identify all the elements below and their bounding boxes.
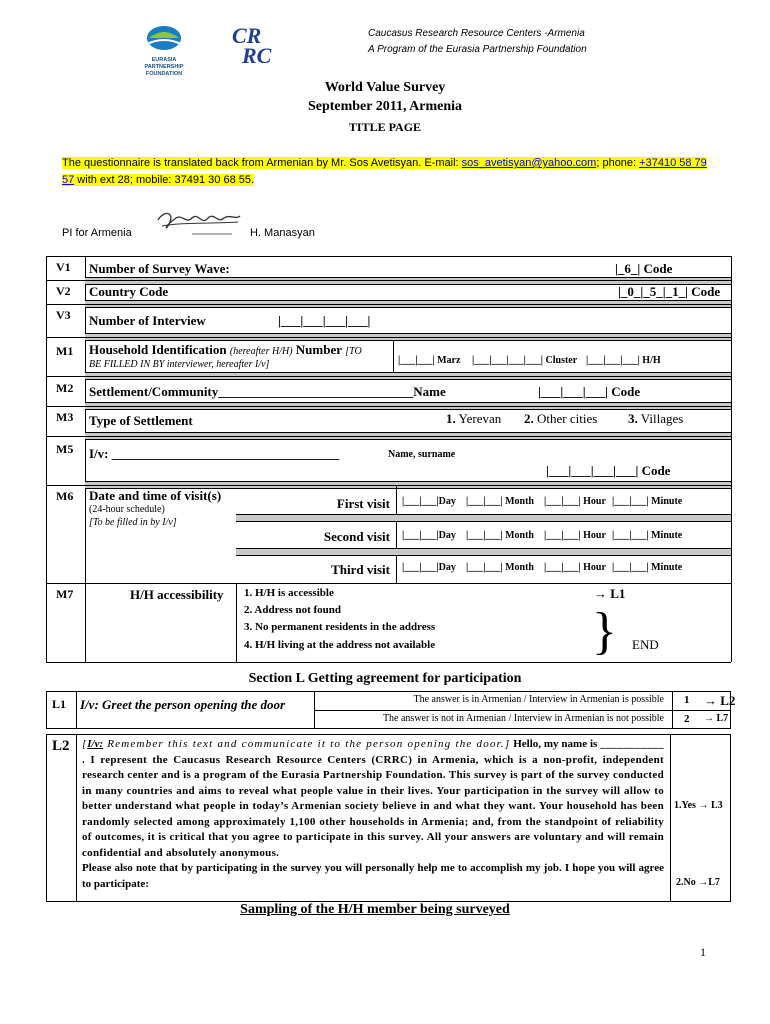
m3-opt1-label: Yerevan — [458, 411, 502, 426]
first-visit-label: First visit — [336, 496, 390, 511]
l1-opt2-goto — [704, 713, 728, 724]
epf-logo — [135, 22, 193, 77]
l1-opt1-goto — [704, 693, 735, 709]
row-divider — [46, 583, 731, 584]
l2-instr-open: [ — [82, 738, 88, 750]
v3-code: V3 — [56, 308, 71, 322]
third-visit-day[interactable]: |___|___|Day — [402, 562, 456, 573]
m3-option-villages[interactable] — [628, 411, 683, 427]
third-visit-label: Third visit — [331, 562, 390, 577]
m1-label-number: Number — [295, 342, 342, 357]
title-line2: September 2011, Armenia — [307, 99, 463, 114]
m1-hh[interactable]: |___|___|___| H/H — [586, 355, 661, 366]
l1-opt1-goto-label: L2 — [720, 693, 736, 708]
first-visit-separator — [236, 514, 731, 522]
note-text2: ; phone: — [596, 157, 640, 169]
l2-text — [82, 737, 664, 892]
m1-label-to: [TO — [345, 346, 362, 357]
m6-code: M6 — [56, 489, 74, 503]
table-code-divider — [85, 256, 86, 662]
l2-no-label: 2.No — [676, 877, 696, 888]
third-visit-minute[interactable]: |___|___| Minute — [612, 562, 683, 573]
row-divider — [46, 304, 731, 305]
l2-divider-answer — [670, 734, 671, 902]
title-line3: TITLE PAGE — [348, 120, 422, 134]
m3-label: Type of Settlement — [89, 413, 193, 428]
arrow-right-icon: → — [704, 693, 717, 708]
l1-opt1-num[interactable]: 1 — [684, 694, 690, 706]
l1-opt2-text: The answer is not in Armenian / Interview in Armenian is not possible — [382, 713, 664, 724]
row-divider — [46, 485, 731, 486]
v2-label: Country Code — [89, 284, 169, 299]
m1-label-line2: BE FILLED IN BY interviewer, hereafter I/v] — [89, 359, 270, 370]
row-divider — [46, 337, 731, 338]
l2-no[interactable] — [676, 877, 720, 888]
m3-opt2-num: 2. — [524, 411, 534, 426]
m7-option-3[interactable]: 3. No permanent residents in the address — [244, 621, 436, 633]
m1-divider — [393, 340, 394, 376]
m3-option-other-cities[interactable] — [524, 411, 597, 427]
m3-opt3-num: 3. — [628, 411, 638, 426]
row-divider — [46, 406, 731, 407]
translation-note — [62, 155, 722, 189]
m5-code: M5 — [56, 442, 74, 456]
second-visit-month[interactable]: |___|___| Month — [466, 530, 534, 541]
table-bottom-border — [46, 662, 731, 663]
note-text3: with ext 28; mobile: 37491 30 68 55. — [74, 174, 255, 186]
epf-logo-text: EURASIA PARTNERSHIP FOUNDATION — [144, 57, 184, 77]
m1-code: M1 — [56, 344, 74, 358]
l2-hello: Hello, my name is — [510, 738, 598, 750]
sampling-title: Sampling of the H/H member being surveyed — [240, 902, 510, 917]
m5-label: I/v: ___________________________________ — [89, 446, 340, 461]
first-visit-day[interactable]: |___|___|Day — [402, 496, 456, 507]
pi-label: PI for Armenia — [62, 227, 132, 239]
l1-opt2-num[interactable]: 2 — [684, 713, 690, 725]
arrow-right-icon: → — [698, 877, 709, 888]
m3-option-yerevan[interactable] — [446, 411, 501, 427]
v2-value[interactable]: |_0_|_5_|_1_| Code — [618, 284, 721, 299]
crrc-logo-line2: RC — [242, 43, 272, 68]
table-right-border — [731, 256, 732, 662]
l1-divider-code — [76, 691, 77, 729]
l2-instr-label: I/v: — [87, 738, 104, 750]
m2-code: M2 — [56, 381, 74, 395]
first-visit-hour[interactable]: |___|___| Hour — [544, 496, 606, 507]
second-visit-hour[interactable]: |___|___| Hour — [544, 530, 606, 541]
first-visit-month[interactable]: |___|___| Month — [466, 496, 534, 507]
title-line1: World Value Survey — [324, 80, 446, 95]
m6-label: Date and time of visit(s) — [89, 488, 222, 503]
l1-code: L1 — [52, 697, 67, 711]
m3-code: M3 — [56, 410, 74, 424]
email-link[interactable]: sos_avetisyan@yahoo.com — [461, 157, 597, 169]
l1-opt1-text: The answer is in Armenian / Interview in Armenian is possible — [413, 694, 664, 705]
m5-name-label: Name, surname — [388, 449, 456, 460]
m1-label — [89, 342, 362, 358]
m1-label-paren: (hereafter H/H) — [229, 346, 293, 357]
l2-body2: Please also note that by participating in the survey you will personally help me to accomplish my job. I hope you will agree to participate: — [82, 862, 664, 890]
l2-yes-goto: L3 — [710, 800, 723, 811]
l2-divider-code — [76, 734, 77, 902]
m3-opt2-label: Other cities — [537, 411, 598, 426]
section-l-title: Section L Getting agreement for participation — [248, 671, 522, 686]
third-visit-month[interactable]: |___|___| Month — [466, 562, 534, 573]
m7-goto-end: END — [632, 637, 659, 652]
row-divider — [46, 376, 731, 377]
m2-value[interactable]: |___|___|___| Code — [538, 384, 641, 399]
l2-body: ___________ . I represent the Caucasus Research Resource Centers (CRRC) in Armenia, which is a non-profit, independent research center and is a program of the Eurasia Partnership Foundation. This survey is part of the survey conducted in many countries and aims to reveal what people value in their lives. Your participation in the survey will allow to better understand what people in today’s Armenian society believe in and what they want. Your household has been randomly selected among approximately 1,100 other households in Armenia; and, from the standpoint of reliability of outcomes, it is critical that you agree to participate in this survey. All your answers are voluntary and will remain confidential and absolutely anonymous. — [82, 738, 664, 859]
second-visit-minute[interactable]: |___|___| Minute — [612, 530, 683, 541]
m3-opt1-num: 1. — [446, 411, 456, 426]
m6-sub2: [To be filled in by I/v] — [89, 517, 177, 528]
l2-instr-text: Remember this text and communicate it to the person opening the door.] — [103, 738, 511, 750]
second-visit-separator — [236, 548, 731, 556]
pi-name: H. Manasyan — [250, 227, 315, 239]
m2-label: Settlement/Community______________________________Name — [89, 384, 446, 399]
v1-value[interactable]: |_6_| Code — [615, 261, 673, 276]
right-brace-icon: } — [592, 603, 617, 660]
phone-link[interactable]: +37410 58 79 57 — [62, 157, 707, 186]
m7-goto-l1-label: L1 — [610, 586, 626, 601]
arrow-right-icon: → — [704, 713, 714, 724]
l1-opt2-goto-label: L7 — [716, 713, 729, 724]
page-number: 1 — [700, 945, 706, 959]
m7-option-1[interactable]: 1. H/H is accessible — [244, 587, 334, 599]
row-divider — [46, 280, 731, 281]
v1-code: V1 — [56, 260, 71, 274]
m1-marz[interactable]: |___|___| Marz — [398, 355, 461, 366]
l2-code: L2 — [52, 738, 70, 754]
l2-yes-label: 1.Yes — [674, 800, 696, 811]
crrc-logo-line1: CR — [232, 23, 262, 48]
m1-label-main: Household Identification — [89, 342, 227, 357]
third-visit-hour[interactable]: |___|___| Hour — [544, 562, 606, 573]
m6-divider — [396, 485, 397, 583]
signature — [152, 206, 244, 245]
m6-sub1: (24-hour schedule) — [89, 504, 165, 515]
org-line2: A Program of the Eurasia Partnership Foundation — [368, 44, 587, 55]
arrow-right-icon: → — [594, 586, 607, 601]
m5-value[interactable]: |___|___|___|___| Code — [546, 463, 671, 478]
l2-yes[interactable] — [674, 800, 723, 811]
org-line1: Caucasus Research Resource Centers -Armenia — [368, 28, 585, 39]
note-text1: The questionnaire is translated back from Armenian by Mr. Sos Avetisyan. E-mail: — [62, 157, 462, 169]
table-top-border — [46, 256, 731, 257]
second-visit-day[interactable]: |___|___|Day — [402, 530, 456, 541]
m1-cluster[interactable]: |___|___|___|___| Cluster — [472, 355, 578, 366]
m3-opt3-label: Villages — [640, 411, 684, 426]
first-visit-minute[interactable]: |___|___| Minute — [612, 496, 683, 507]
m7-goto-l1 — [594, 586, 625, 602]
v1-label: Number of Survey Wave: — [89, 261, 230, 276]
l1-label: I/v: Greet the person opening the door — [80, 697, 286, 712]
l1-hline — [314, 710, 731, 711]
m7-code: M7 — [56, 587, 74, 601]
second-visit-label: Second visit — [323, 529, 390, 544]
l2-no-goto: L7 — [708, 877, 720, 888]
arrow-right-icon: → — [698, 800, 709, 811]
table-left-border — [46, 256, 47, 662]
v3-label: Number of Interview — [89, 313, 206, 328]
row-divider — [46, 436, 731, 437]
m7-divider — [236, 583, 237, 662]
v3-value[interactable]: |___|___|___|___| — [278, 313, 371, 328]
v2-code: V2 — [56, 284, 71, 298]
m7-option-4[interactable]: 4. H/H living at the address not available — [244, 639, 436, 651]
m7-option-2[interactable]: 2. Address not found — [244, 604, 341, 616]
crrc-logo — [232, 23, 292, 68]
m7-label: H/H accessibility — [130, 587, 224, 602]
